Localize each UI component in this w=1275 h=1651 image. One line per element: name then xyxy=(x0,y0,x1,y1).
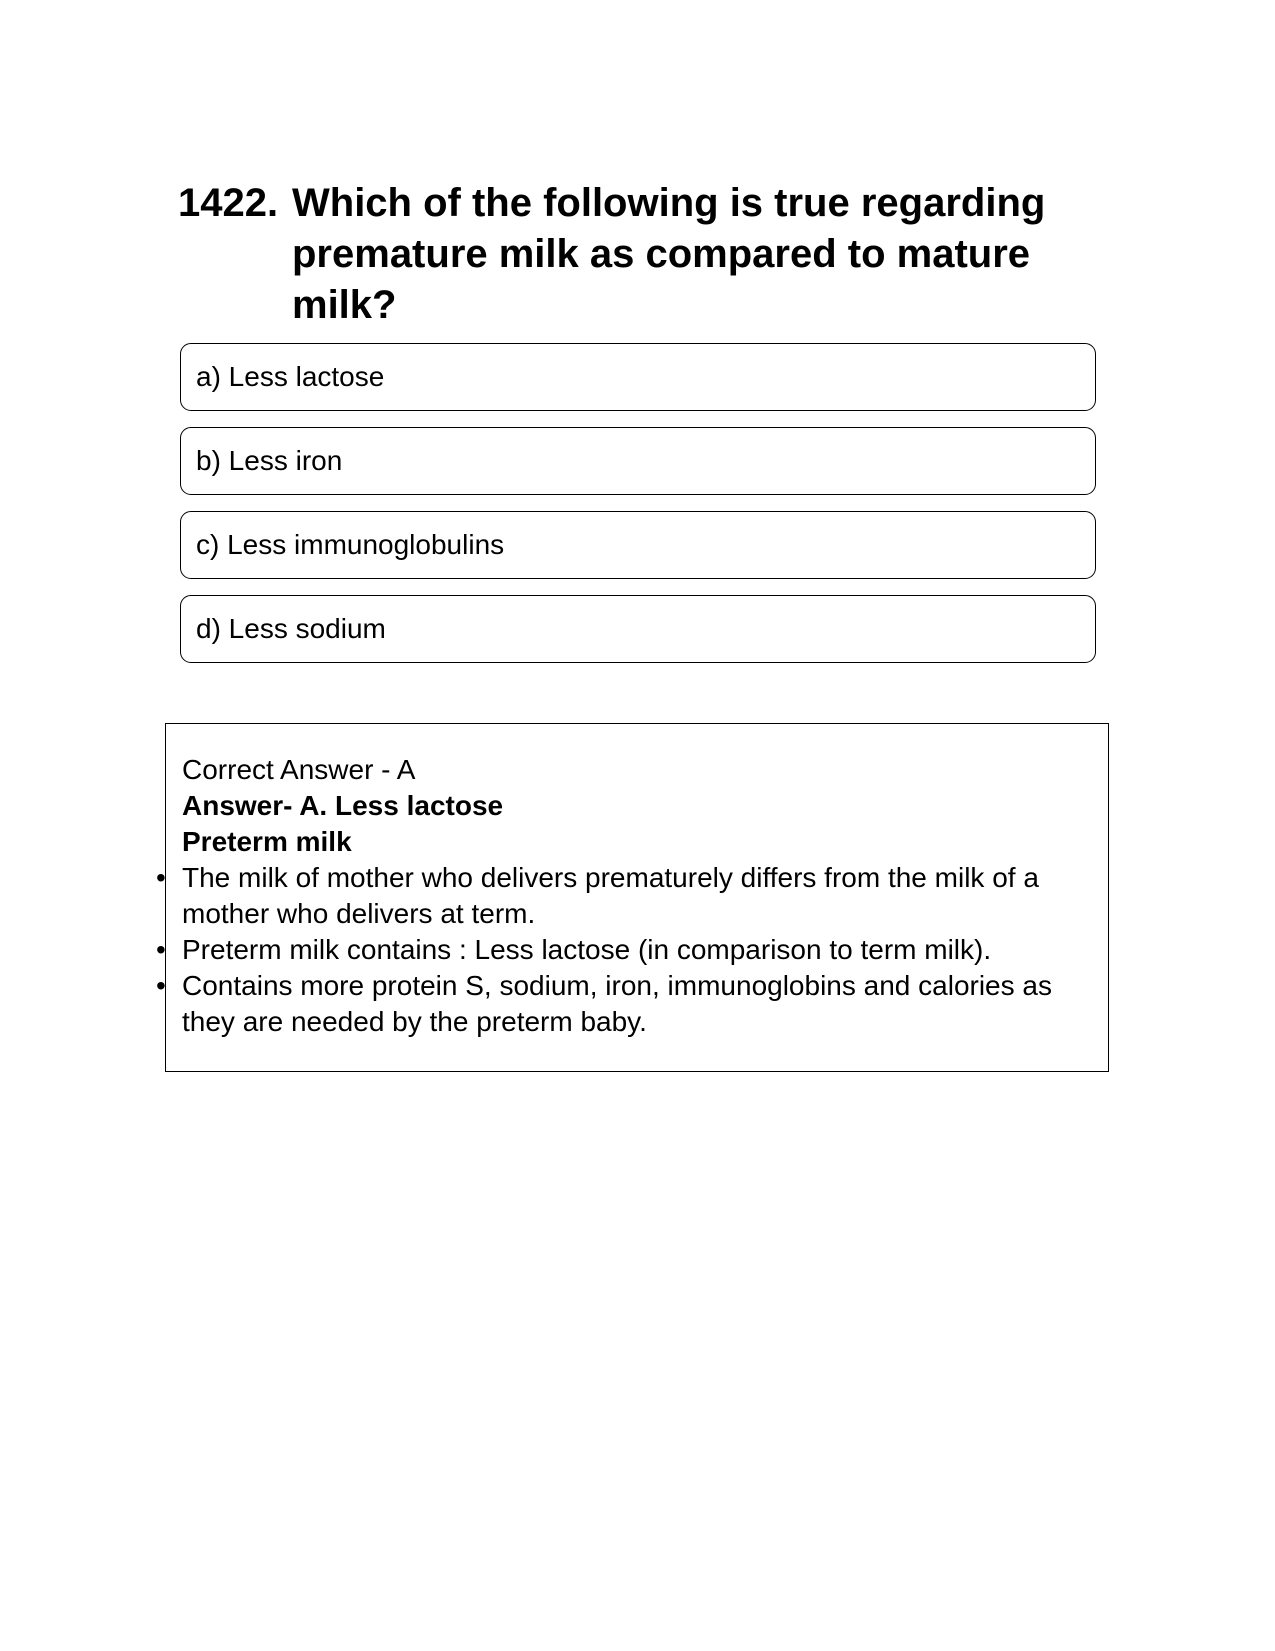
question-text: Which of the following is true regarding premature milk as compared to mature milk? xyxy=(292,181,1046,327)
answer-line: Answer- A. Less lactose xyxy=(182,790,504,821)
question xyxy=(178,178,1098,331)
option-b[interactable]: b) Less iron xyxy=(180,427,1096,495)
answer-explanation-box xyxy=(156,723,1109,1072)
list-item xyxy=(156,932,1088,968)
correct-answer-line: Correct Answer - A xyxy=(182,754,416,785)
option-c[interactable]: c) Less immunoglobulins xyxy=(180,511,1096,579)
bullet-icon: • xyxy=(156,934,166,965)
bullet-icon: • xyxy=(156,970,166,1001)
question-number: 1422. xyxy=(178,181,279,225)
options-list xyxy=(180,343,1096,679)
explanation-list xyxy=(156,860,1088,1040)
list-item-text: The milk of mother who delivers prematurely differs from the milk of a mother who delivers at term. xyxy=(182,862,1039,929)
list-item xyxy=(156,860,1088,932)
list-item-text: Preterm milk contains : Less lactose (in comparison to term milk). xyxy=(182,934,992,965)
bullet-icon: • xyxy=(156,862,166,893)
option-d[interactable]: d) Less sodium xyxy=(180,595,1096,663)
list-item xyxy=(156,968,1088,1040)
list-item-text: Contains more protein S, sodium, iron, immunoglobins and calories as they are needed by the preterm baby. xyxy=(182,970,1052,1037)
explanation-heading: Preterm milk xyxy=(182,826,352,857)
option-a[interactable]: a) Less lactose xyxy=(180,343,1096,411)
